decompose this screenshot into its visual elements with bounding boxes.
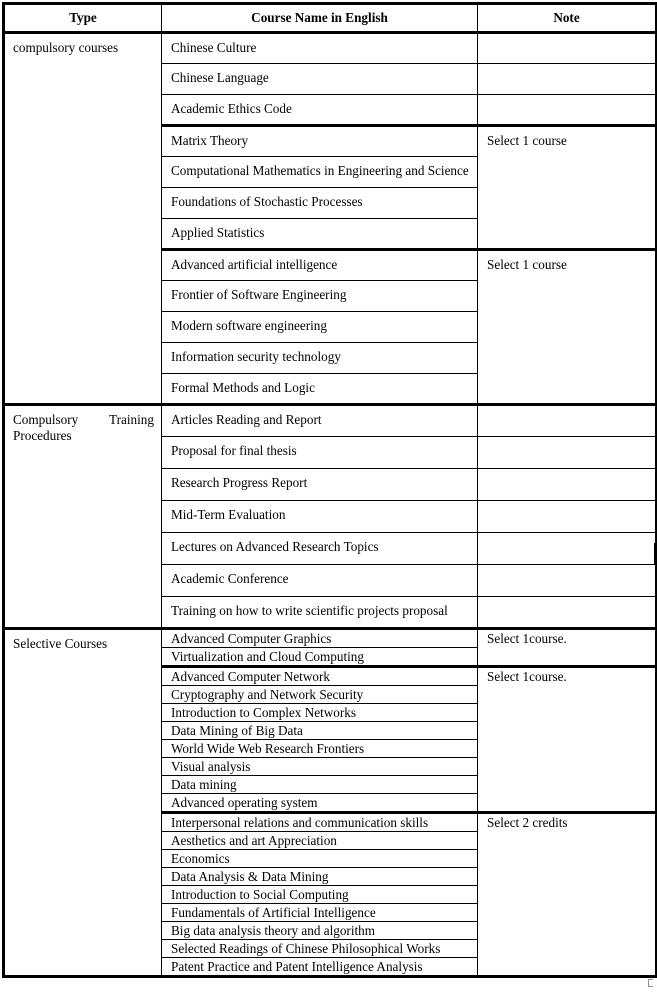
course-cell: Aesthetics and art Appreciation	[162, 832, 478, 850]
course-cell: Cryptography and Network Security	[162, 686, 478, 704]
course-cell: Economics	[162, 850, 478, 868]
header-type: Type	[4, 4, 162, 33]
course-cell: Advanced Computer Network	[162, 667, 478, 686]
course-cell: Frontier of Software Engineering	[162, 281, 478, 312]
course-cell: Advanced artificial intelligence	[162, 250, 478, 281]
note-cell	[478, 33, 657, 64]
course-cell: Advanced Computer Graphics	[162, 629, 478, 648]
course-cell: Applied Statistics	[162, 219, 478, 250]
course-cell: Chinese Language	[162, 64, 478, 95]
course-cell: Chinese Culture	[162, 33, 478, 64]
course-cell: Introduction to Complex Networks	[162, 704, 478, 722]
course-cell: Advanced operating system	[162, 794, 478, 813]
header-note: Note	[478, 4, 657, 33]
document-sheet	[2, 2, 657, 978]
course-cell: Foundations of Stochastic Processes	[162, 188, 478, 219]
course-cell: Lectures on Advanced Research Topics	[162, 533, 478, 565]
course-cell: Information security technology	[162, 343, 478, 374]
course-cell: Training on how to write scientific projects proposal	[162, 597, 478, 629]
note-cell	[478, 95, 657, 126]
type-cell: Compulsory Training Procedures	[4, 405, 162, 629]
course-cell: Data Analysis & Data Mining	[162, 868, 478, 886]
note-cell: Select 2 credits	[478, 813, 657, 977]
course-cell: World Wide Web Research Frontiers	[162, 740, 478, 758]
header-row	[4, 4, 657, 33]
note-cell: Select 1 course	[478, 126, 657, 250]
note-cell: Select 1 course	[478, 250, 657, 405]
course-cell: Fundamentals of Artificial Intelligence	[162, 904, 478, 922]
course-cell: Interpersonal relations and communication skills	[162, 813, 478, 832]
course-cell: Selected Readings of Chinese Philosophical Works	[162, 940, 478, 958]
course-cell: Virtualization and Cloud Computing	[162, 648, 478, 667]
note-cell	[478, 64, 657, 95]
course-cell: Data Mining of Big Data	[162, 722, 478, 740]
course-cell: Data mining	[162, 776, 478, 794]
course-cell: Big data analysis theory and algorithm	[162, 922, 478, 940]
course-cell: Visual analysis	[162, 758, 478, 776]
course-cell: Modern software engineering	[162, 312, 478, 343]
type-cell: compulsory courses	[4, 33, 162, 405]
course-cell: Articles Reading and Report	[162, 405, 478, 437]
header-course-name: Course Name in English	[162, 4, 478, 33]
note-cell: Select 1course.	[478, 629, 657, 667]
note-cell	[478, 597, 657, 629]
course-cell: Patent Practice and Patent Intelligence Analysis	[162, 958, 478, 977]
note-cell	[478, 469, 657, 501]
table-row	[4, 33, 657, 64]
note-cell	[478, 533, 657, 565]
course-cell: Computational Mathematics in Engineering and Science	[162, 157, 478, 188]
table-row	[4, 629, 657, 648]
note-cell: Select 1course.	[478, 667, 657, 813]
course-table	[2, 2, 657, 978]
note-cell	[478, 405, 657, 437]
course-cell: Academic Conference	[162, 565, 478, 597]
course-cell: Academic Ethics Code	[162, 95, 478, 126]
course-cell: Matrix Theory	[162, 126, 478, 157]
type-cell: Selective Courses	[4, 629, 162, 977]
table-row	[4, 405, 657, 437]
course-cell: Research Progress Report	[162, 469, 478, 501]
course-cell: Proposal for final thesis	[162, 437, 478, 469]
course-cell: Mid-Term Evaluation	[162, 501, 478, 533]
corner-mark	[648, 979, 653, 987]
course-cell: Introduction to Social Computing	[162, 886, 478, 904]
course-cell: Formal Methods and Logic	[162, 374, 478, 405]
note-cell	[478, 565, 657, 597]
note-cell	[478, 501, 657, 533]
note-cell	[478, 437, 657, 469]
